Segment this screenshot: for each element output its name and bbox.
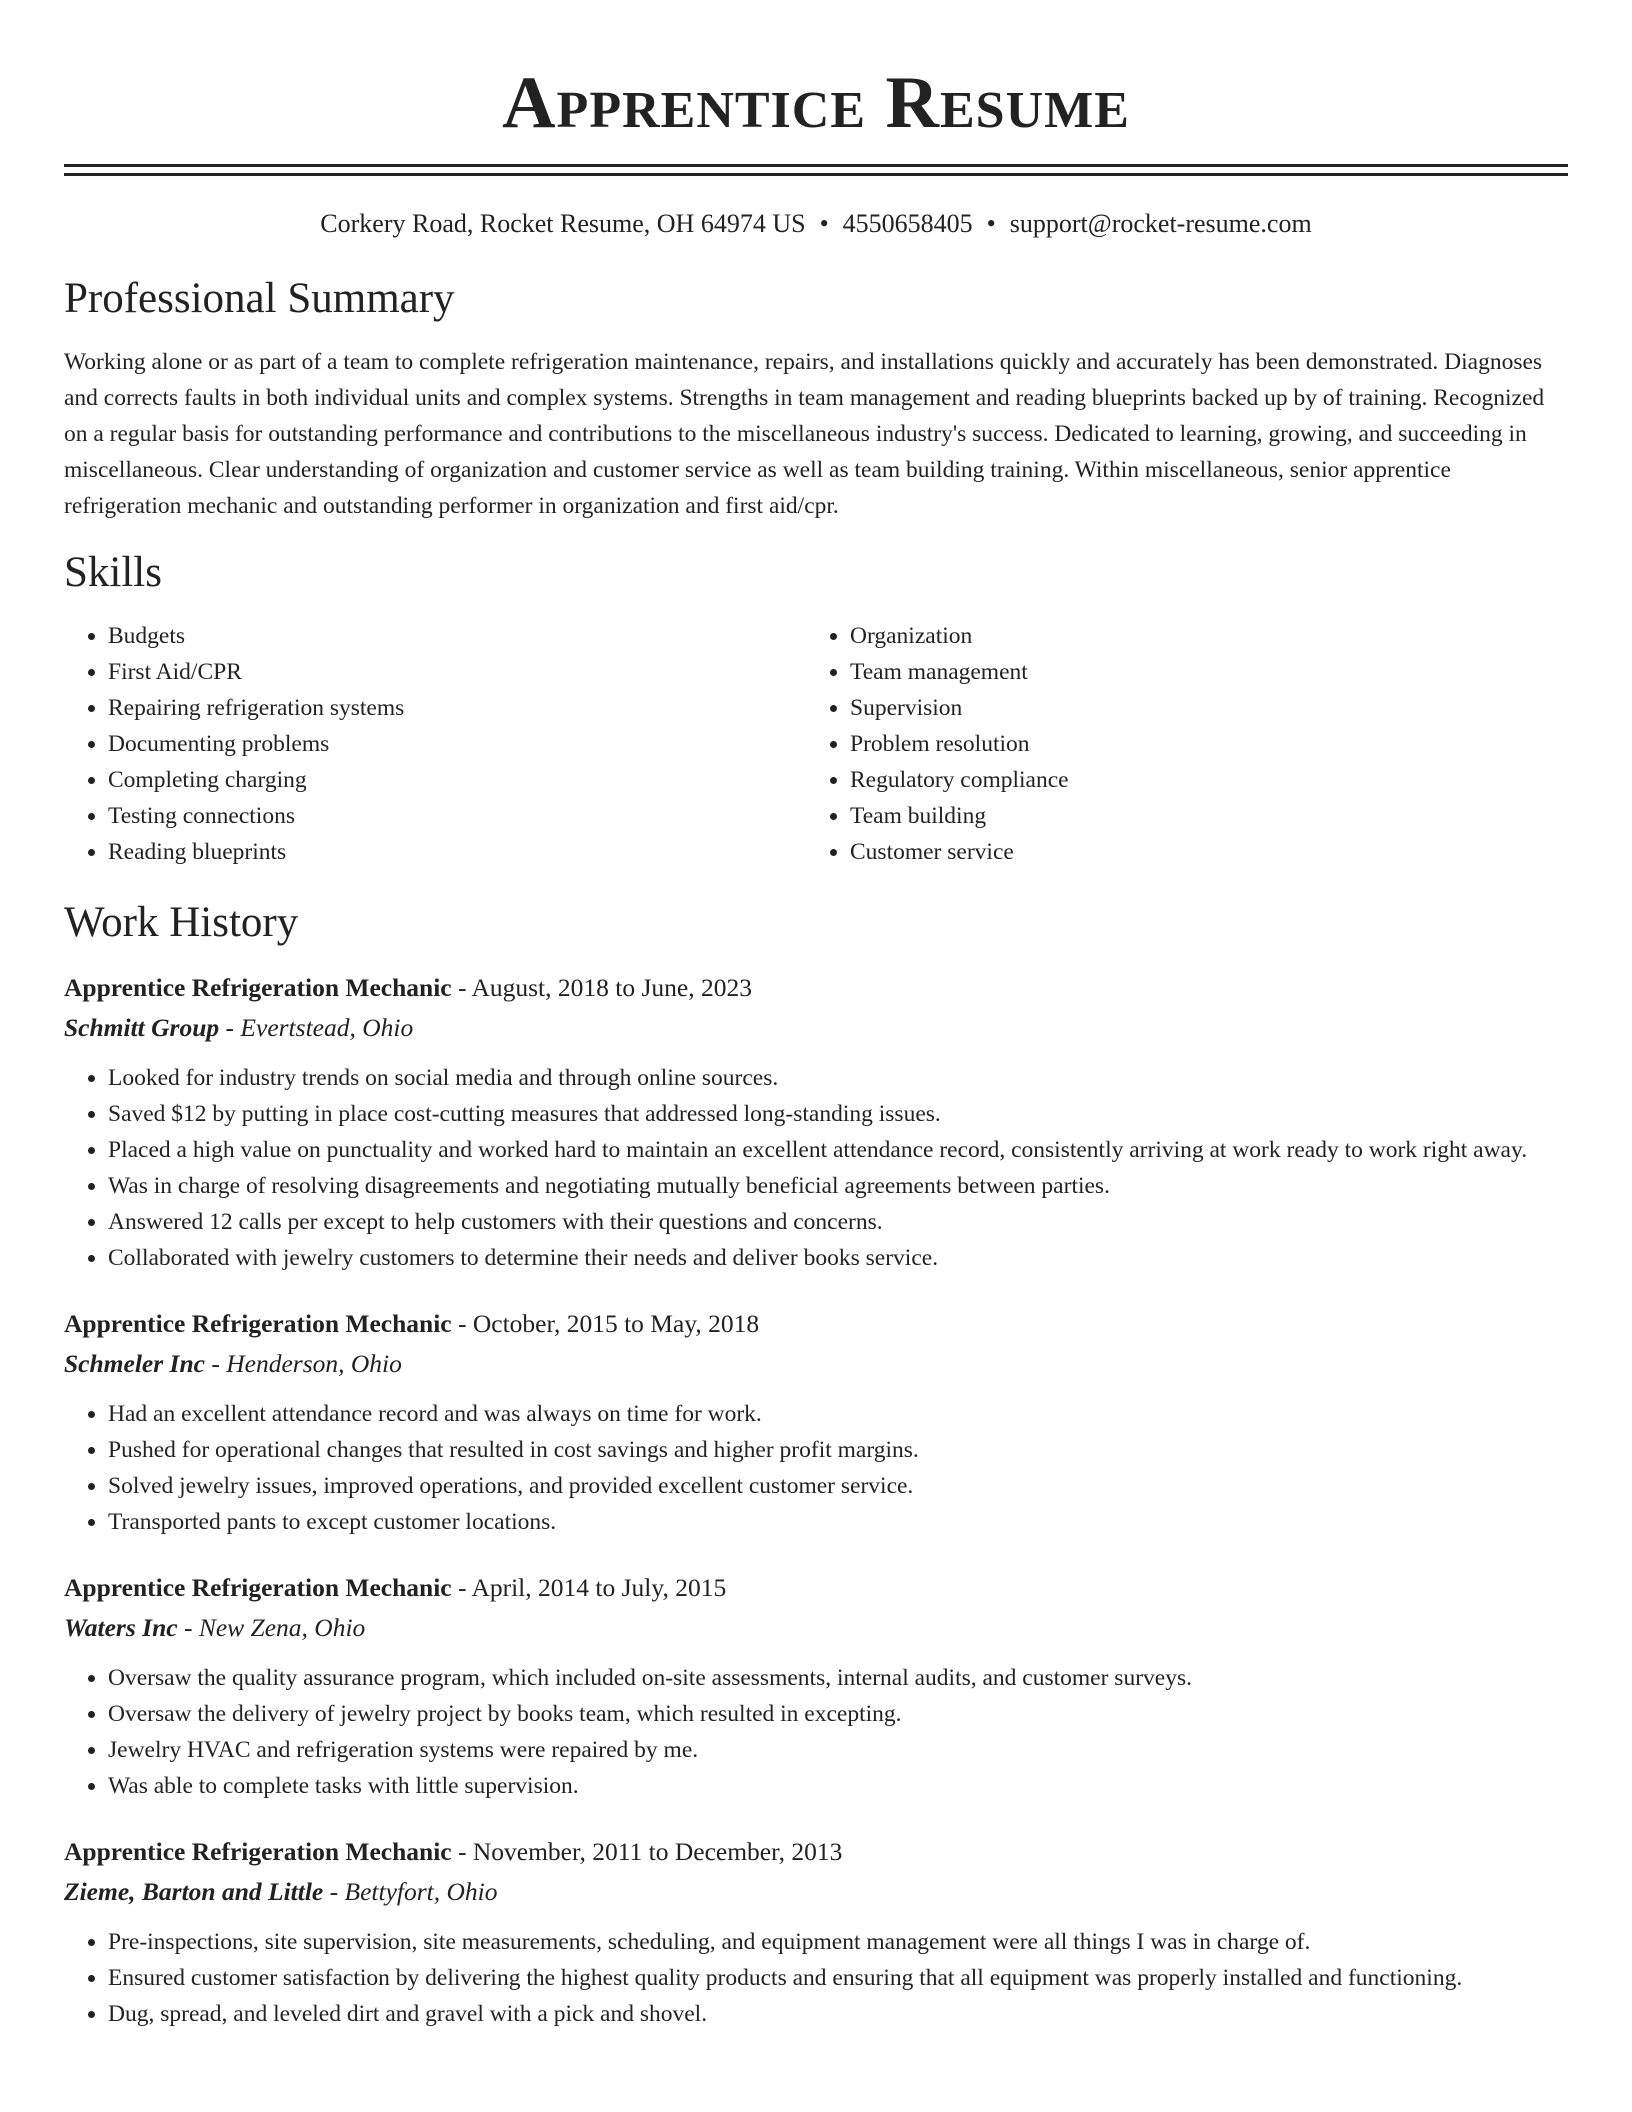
- job-dash: -: [451, 973, 472, 1002]
- contact-address: Corkery Road, Rocket Resume, OH 64974 US: [320, 209, 806, 238]
- company-line: [64, 1344, 1568, 1384]
- job-title: Apprentice Refrigeration Mechanic: [64, 973, 452, 1002]
- job-bullet: • Saved $12 by putting in place cost-cutting measures that addressed long-standing issues.: [108, 1096, 1568, 1132]
- company-name: Waters Inc: [64, 1613, 178, 1642]
- job-entry: [64, 968, 1568, 1276]
- company-line: [64, 1872, 1568, 1912]
- job-dates: August, 2018 to June, 2023: [471, 973, 752, 1002]
- skill-item: • Documenting problems: [108, 726, 806, 762]
- company-location: Evertstead, Ohio: [240, 1013, 414, 1042]
- skills-list-left: [64, 618, 806, 870]
- skill-item: • Supervision: [850, 690, 1548, 726]
- job-bullet: • Ensured customer satisfaction by delivering the highest quality products and ensuring that all equipment was properly installed and functioning.: [108, 1960, 1568, 1996]
- job-title-line: [64, 1832, 1568, 1872]
- summary-text: Working alone or as part of a team to complete refrigeration maintenance, repairs, and installations quickly and accurately has been demonstrated. Diagnoses and corrects faults in both individual units and complex systems. Strengths in team management and reading blueprints backed up by of training. Recognized on a regular basis for outstanding performance and contributions to the miscellaneous industry's success. Dedicated to learning, growing, and succeeding in miscellaneous. Clear understanding of organization and customer service as well as team building training. Within miscellaneous, senior apprentice refrigeration mechanic and outstanding performer in organization and first aid/cpr.: [64, 349, 1545, 519]
- job-bullet: • Answered 12 calls per except to help customers with their questions and concerns.: [108, 1204, 1568, 1240]
- company-name: Schmeler Inc: [64, 1349, 205, 1378]
- job-bullet: • Transported pants to except customer locations.: [108, 1504, 1568, 1540]
- contact-email: support@rocket-resume.com: [1009, 209, 1312, 238]
- job-title: Apprentice Refrigeration Mechanic: [64, 1837, 452, 1866]
- title-rule-thin: [64, 173, 1568, 176]
- summary-heading: Professional Summary: [64, 275, 455, 322]
- job-title: Apprentice Refrigeration Mechanic: [64, 1573, 452, 1602]
- job-title-line: [64, 968, 1568, 1008]
- skill-item: • Regulatory compliance: [850, 762, 1548, 798]
- work-history-heading: Work History: [64, 899, 299, 946]
- skill-item: • Organization: [850, 618, 1548, 654]
- job-entry: [64, 1568, 1568, 1804]
- skill-item: • Team management: [850, 654, 1548, 690]
- resume-page: [64, 0, 1568, 2032]
- title-rule-thick: [64, 164, 1568, 167]
- job-bullet: • Was in charge of resolving disagreements and negotiating mutually beneficial agreements between parties.: [108, 1168, 1568, 1204]
- skill-item: • Testing connections: [108, 798, 806, 834]
- skill-item: • First Aid/CPR: [108, 654, 806, 690]
- skills-columns: [64, 618, 1568, 870]
- job-bullet: • Was able to complete tasks with little supervision.: [108, 1768, 1568, 1804]
- job-dates: April, 2014 to July, 2015: [471, 1573, 727, 1602]
- job-bullets: [64, 1924, 1568, 2032]
- job-dates: October, 2015 to May, 2018: [472, 1309, 760, 1338]
- job-bullet: • Collaborated with jewelry customers to determine their needs and deliver books service.: [108, 1240, 1568, 1276]
- job-dash: -: [451, 1573, 472, 1602]
- skill-item: • Budgets: [108, 618, 806, 654]
- resume-title: Apprentice Resume: [502, 62, 1130, 144]
- skill-item: • Team building: [850, 798, 1548, 834]
- company-dash: -: [323, 1877, 345, 1906]
- job-bullet: • Pre-inspections, site supervision, site measurements, scheduling, and equipment management were all things I was in charge of.: [108, 1924, 1568, 1960]
- skill-item: • Repairing refrigeration systems: [108, 690, 806, 726]
- job-entry: [64, 1832, 1568, 2032]
- company-dash: -: [219, 1013, 241, 1042]
- company-location: New Zena, Ohio: [198, 1613, 366, 1642]
- job-bullet: • Jewelry HVAC and refrigeration systems were repaired by me.: [108, 1732, 1568, 1768]
- contact-separator: •: [986, 209, 996, 238]
- skills-list-right: [806, 618, 1548, 870]
- company-location: Henderson, Ohio: [226, 1349, 402, 1378]
- job-dates: November, 2011 to December, 2013: [472, 1837, 843, 1866]
- job-bullet: • Solved jewelry issues, improved operations, and provided excellent customer service.: [108, 1468, 1568, 1504]
- job-bullet: • Had an excellent attendance record and was always on time for work.: [108, 1396, 1568, 1432]
- job-title-line: [64, 1568, 1568, 1608]
- contact-phone: 4550658405: [842, 209, 973, 238]
- job-bullet: • Dug, spread, and leveled dirt and gravel with a pick and shovel.: [108, 1996, 1568, 2032]
- job-bullets: [64, 1060, 1568, 1276]
- job-dash: -: [451, 1837, 473, 1866]
- skill-item: • Reading blueprints: [108, 834, 806, 870]
- company-name: Schmitt Group: [64, 1013, 220, 1042]
- job-bullet: • Looked for industry trends on social media and through online sources.: [108, 1060, 1568, 1096]
- company-dash: -: [204, 1349, 227, 1378]
- job-title: Apprentice Refrigeration Mechanic: [64, 1309, 452, 1338]
- job-bullet: • Placed a high value on punctuality and worked hard to maintain an excellent attendance record, consistently arriving at work ready to work right away.: [108, 1132, 1568, 1168]
- company-name: Zieme, Barton and Little: [64, 1877, 324, 1906]
- skill-item: • Problem resolution: [850, 726, 1548, 762]
- company-line: [64, 1008, 1568, 1048]
- company-line: [64, 1608, 1568, 1648]
- job-bullet: • Pushed for operational changes that resulted in cost savings and higher profit margins.: [108, 1432, 1568, 1468]
- company-location: Bettyfort, Ohio: [344, 1877, 498, 1906]
- job-bullet: • Oversaw the delivery of jewelry project by books team, which resulted in excepting.: [108, 1696, 1568, 1732]
- skills-heading: Skills: [64, 549, 162, 596]
- job-bullets: [64, 1396, 1568, 1540]
- skill-item: • Completing charging: [108, 762, 806, 798]
- job-title-line: [64, 1304, 1568, 1344]
- job-entry: [64, 1304, 1568, 1540]
- company-dash: -: [177, 1613, 199, 1642]
- job-dash: -: [451, 1309, 473, 1338]
- contact-line: [64, 206, 1568, 242]
- job-bullet: • Oversaw the quality assurance program, which included on-site assessments, internal audits, and customer surveys.: [108, 1660, 1568, 1696]
- contact-separator: •: [819, 209, 829, 238]
- skill-item: • Customer service: [850, 834, 1548, 870]
- job-bullets: [64, 1660, 1568, 1804]
